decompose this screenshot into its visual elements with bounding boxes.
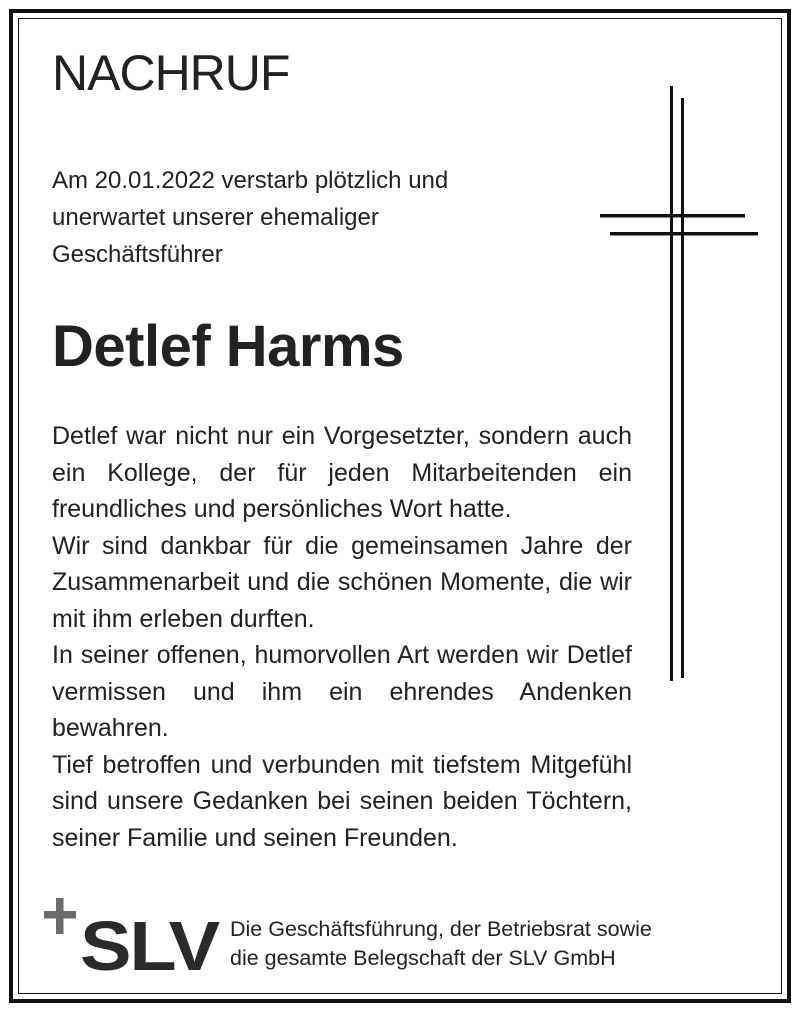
cross-vertical-bar-left — [670, 86, 673, 681]
deceased-name: Detlef Harms — [52, 314, 404, 379]
signature-block — [230, 915, 750, 973]
body-paragraph: Tief betroffen und verbunden mit tiefstem Mitgefühl sind unsere Gedanken bei seinen beiden Töchtern, seiner Familie und seinen Freunden. — [52, 750, 632, 852]
intro-text: Am 20.01.2022 verstarb plötzlich und unerwartet unserer ehemaliger Geschäftsführer — [52, 167, 449, 268]
logo-text: SLV — [80, 907, 221, 976]
plus-icon — [44, 898, 76, 934]
body-paragraph: Detlef war nicht nur ein Vorgesetzter, sondern auch ein Kollege, der für jeden Mitarbeitenden ein freundliches und persönliches Wort hatte. — [52, 422, 632, 523]
obituary-body — [52, 418, 632, 856]
notice-heading: NACHRUF — [52, 45, 290, 101]
cross-horizontal-bar-top — [600, 214, 745, 218]
signature-line: Die Geschäftsführung, der Betriebsrat sowie — [230, 917, 652, 941]
body-paragraph: Wir sind dankbar für die gemeinsamen Jahre der Zusammenarbeit und die schönen Momente, die wir mit ihm erleben durften. — [52, 531, 632, 633]
body-paragraph: In seiner offenen, humorvollen Art werden wir Detlef vermissen und ihm ein ehrendes Andenken bewahren. — [52, 641, 632, 742]
cross-vertical-bar-right — [681, 98, 684, 678]
signature-line: die gesamte Belegschaft der SLV GmbH — [230, 946, 616, 970]
cross-icon — [595, 86, 765, 686]
slv-logo — [44, 898, 224, 976]
cross-horizontal-bar-bottom — [610, 232, 758, 236]
